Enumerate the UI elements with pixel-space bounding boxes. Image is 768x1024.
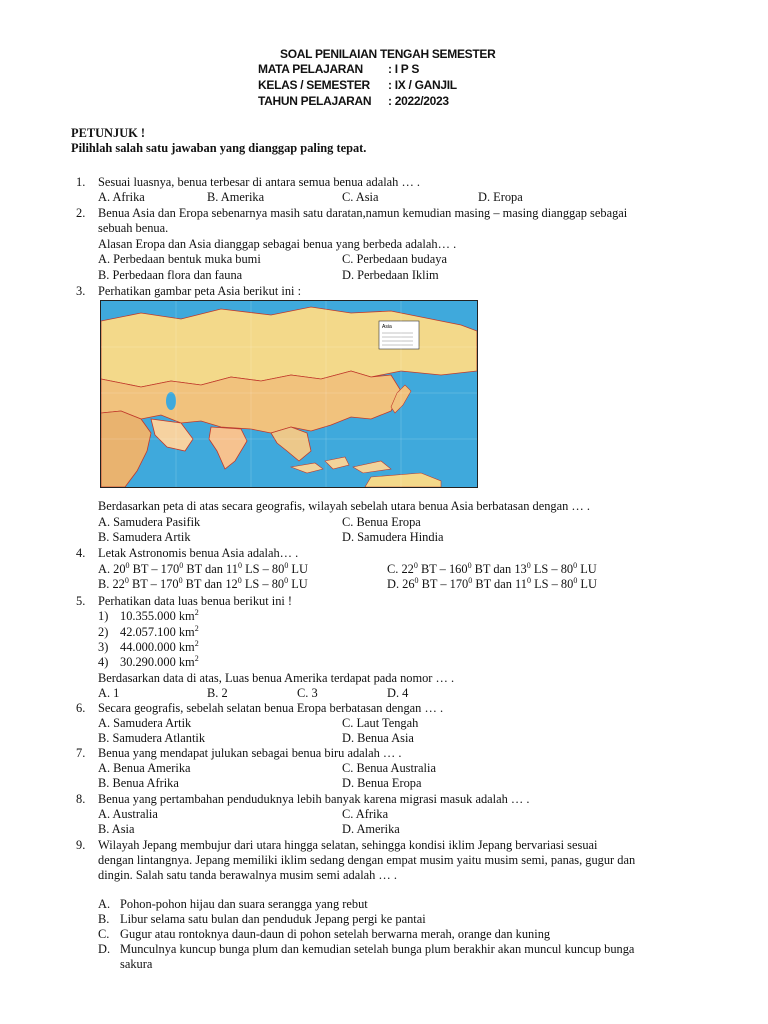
- option-b: B. Samudera Atlantik: [98, 731, 206, 745]
- option-d: D. Benua Eropa: [342, 776, 422, 790]
- degree-mark: 0: [413, 560, 418, 570]
- option-letter: D.: [98, 942, 111, 956]
- option-a: [98, 562, 308, 577]
- option-b: [98, 577, 308, 592]
- option-value: BT – 170: [128, 577, 179, 591]
- squared-mark: 2: [194, 607, 199, 617]
- instructions-text: Pilihlah salah satu jawaban yang dianggap paling tepat.: [71, 141, 367, 155]
- option-text: Munculnya kuncup bunga plum dan kemudian setelah bunga plum berakhir akan muncul kuncup bunga: [120, 942, 635, 956]
- option-a: A. Afrika: [98, 190, 145, 204]
- question-text: dengan lintangnya. Jepang memiliki iklim sedang dengan empat musim yaitu musim semi, panas, gugur dan: [98, 853, 636, 867]
- question-text: Perhatikan data luas benua berikut ini !: [98, 594, 293, 608]
- option-letter: B.: [98, 577, 110, 591]
- degree-mark: 0: [179, 560, 184, 570]
- option-c: C. Afrika: [342, 807, 389, 821]
- option-b: B. Perbedaan flora dan fauna: [98, 268, 243, 282]
- item-number: 4): [98, 655, 109, 669]
- item-value: 10.355.000 km: [120, 609, 195, 623]
- option-value: BT – 170: [129, 562, 180, 576]
- header-value-class: : IX / GANJIL: [388, 78, 457, 92]
- option-value: BT dan 12: [182, 577, 238, 591]
- question-number: 1.: [76, 175, 86, 189]
- degree-mark: 0: [124, 575, 129, 585]
- option-value: BT dan 13: [471, 562, 527, 576]
- option-c: C. Benua Eropa: [342, 515, 421, 529]
- option-d: D. Amerika: [342, 822, 400, 836]
- option-value: BT – 170: [418, 577, 469, 591]
- caspian-sea: [166, 392, 176, 410]
- option-value: BT dan 11: [472, 577, 527, 591]
- question-text: Sesuai luasnya, benua terbesar di antara semua benua adalah … .: [98, 175, 421, 189]
- degree-mark: 0: [414, 575, 419, 585]
- option-b: [98, 912, 426, 927]
- question-text: Berdasarkan peta di atas secara geografis, wilayah sebelah utara benua Asia berbatasan dengan … .: [98, 499, 590, 513]
- degree-mark: 0: [573, 575, 578, 585]
- question-text: sebuah benua.: [98, 221, 169, 235]
- squared-mark: 2: [194, 653, 199, 663]
- option-a: A. Samudera Pasifik: [98, 515, 201, 529]
- option-c: [98, 927, 550, 942]
- option-d: D. Perbedaan Iklim: [342, 268, 439, 282]
- option-text: Libur selama satu bulan dan penduduk Jepang pergi ke pantai: [120, 912, 426, 926]
- option-letter: C.: [98, 927, 110, 941]
- option-a: A. 1: [98, 686, 120, 700]
- question-number: 2.: [76, 206, 86, 220]
- question-text: Secara geografis, sebelah selatan benua Eropa berbatasan dengan … .: [98, 701, 444, 715]
- question-text: Alasan Eropa dan Asia dianggap sebagai benua yang berbeda adalah… .: [98, 237, 457, 251]
- data-item: [98, 640, 199, 655]
- header-label-class: KELAS / SEMESTER: [258, 78, 370, 92]
- question-text: Benua Asia dan Eropa sebenarnya masih satu daratan,namun kemudian masing – masing dianggap sebagai: [98, 206, 628, 220]
- option-letter: D.: [387, 577, 400, 591]
- question-text: Wilayah Jepang membujur dari utara hingga selatan, sehingga kondisi iklim Jepang bervariasi sesuai: [98, 838, 598, 852]
- question-number: 6.: [76, 701, 86, 715]
- question-number: 7.: [76, 746, 86, 760]
- item-value: 42.057.100 km: [120, 625, 195, 639]
- asia-map-image: [100, 300, 478, 488]
- option-a: A. Samudera Artik: [98, 716, 192, 730]
- option-value: BT – 160: [417, 562, 468, 576]
- option-value: LU: [577, 577, 597, 591]
- option-d: D. Eropa: [478, 190, 523, 204]
- question-number: 9.: [76, 838, 86, 852]
- option-d: D. Samudera Hindia: [342, 530, 444, 544]
- degree-mark: 0: [237, 575, 242, 585]
- option-value: LS – 80: [241, 577, 285, 591]
- item-number: 3): [98, 640, 109, 654]
- item-value: 30.290.000 km: [120, 655, 195, 669]
- header-label-subject: MATA PELAJARAN: [258, 62, 363, 76]
- degree-mark: 0: [468, 575, 473, 585]
- item-value: 44.000.000 km: [120, 640, 195, 654]
- data-item: [98, 655, 199, 670]
- option-value: 20: [113, 562, 126, 576]
- option-b: B. Benua Afrika: [98, 776, 179, 790]
- option-c: C. Asia: [342, 190, 379, 204]
- data-item: [98, 609, 199, 624]
- option-value: LU: [577, 562, 597, 576]
- degree-mark: 0: [526, 575, 531, 585]
- option-letter: A.: [98, 897, 111, 911]
- option-a: [98, 897, 368, 912]
- option-b: B. Amerika: [207, 190, 265, 204]
- question-text: Benua yang pertambahan penduduknya lebih banyak karena migrasi masuk adalah … .: [98, 792, 530, 806]
- item-number: 2): [98, 625, 109, 639]
- option-value: LS – 80: [241, 562, 285, 576]
- option-a: A. Australia: [98, 807, 158, 821]
- header-value-year: : 2022/2023: [388, 94, 449, 108]
- question-number: 3.: [76, 284, 86, 298]
- option-b: B. Samudera Artik: [98, 530, 191, 544]
- question-number: 5.: [76, 594, 86, 608]
- option-value: 22: [112, 577, 125, 591]
- option-c: [387, 562, 597, 577]
- header-value-subject: : I P S: [388, 62, 420, 76]
- degree-mark: 0: [125, 560, 130, 570]
- option-d: D. 4: [387, 686, 409, 700]
- degree-mark: 0: [526, 560, 531, 570]
- squared-mark: 2: [194, 638, 199, 648]
- question-text: Letak Astronomis benua Asia adalah… .: [98, 546, 299, 560]
- degree-mark: 0: [284, 575, 289, 585]
- option-value: LS – 80: [530, 577, 574, 591]
- item-number: 1): [98, 609, 109, 623]
- option-value: LU: [288, 562, 308, 576]
- question-text: Perhatikan gambar peta Asia berikut ini :: [98, 284, 302, 298]
- option-d: [387, 577, 597, 592]
- option-text: Pohon-pohon hijau dan suara serangga yang rebut: [120, 897, 368, 911]
- degree-mark: 0: [467, 560, 472, 570]
- option-letter: C.: [387, 562, 399, 576]
- option-value: LS – 80: [530, 562, 574, 576]
- option-b: B. Asia: [98, 822, 135, 836]
- question-text: dingin. Salah satu tanda berawalnya musim semi adalah … .: [98, 868, 398, 882]
- option-a: A. Benua Amerika: [98, 761, 191, 775]
- degree-mark: 0: [573, 560, 578, 570]
- question-number: 8.: [76, 792, 86, 806]
- option-d: D. Benua Asia: [342, 731, 414, 745]
- instructions-heading: PETUNJUK !: [71, 126, 145, 140]
- option-value: 22: [401, 562, 414, 576]
- option-b: B. 2: [207, 686, 228, 700]
- degree-mark: 0: [237, 560, 242, 570]
- option-value: 26: [402, 577, 415, 591]
- squared-mark: 2: [194, 623, 199, 633]
- map-legend-title: Asia: [382, 324, 392, 330]
- option-c: C. Laut Tengah: [342, 716, 419, 730]
- option-a: A. Perbedaan bentuk muka bumi: [98, 252, 261, 266]
- question-text: Berdasarkan data di atas, Luas benua Amerika terdapat pada nomor … .: [98, 671, 455, 685]
- option-value: LU: [288, 577, 308, 591]
- option-c: C. Perbedaan budaya: [342, 252, 447, 266]
- header-label-year: TAHUN PELAJARAN: [258, 94, 372, 108]
- degree-mark: 0: [178, 575, 183, 585]
- option-d-continued: sakura: [120, 957, 153, 971]
- asia-map-graphic: [101, 301, 477, 487]
- option-letter: B.: [98, 912, 110, 926]
- question-text: Benua yang mendapat julukan sebagai benua biru adalah … .: [98, 746, 402, 760]
- option-d: [98, 942, 634, 957]
- option-c: C. Benua Australia: [342, 761, 436, 775]
- degree-mark: 0: [284, 560, 289, 570]
- option-text: Gugur atau rontoknya daun-daun di pohon setelah berwarna merah, orange dan kuning: [120, 927, 551, 941]
- option-c: C. 3: [297, 686, 318, 700]
- option-letter: A.: [98, 562, 111, 576]
- question-number: 4.: [76, 546, 86, 560]
- data-item: [98, 625, 199, 640]
- exam-title: SOAL PENILAIAN TENGAH SEMESTER: [280, 47, 496, 61]
- option-value: BT dan 11: [183, 562, 238, 576]
